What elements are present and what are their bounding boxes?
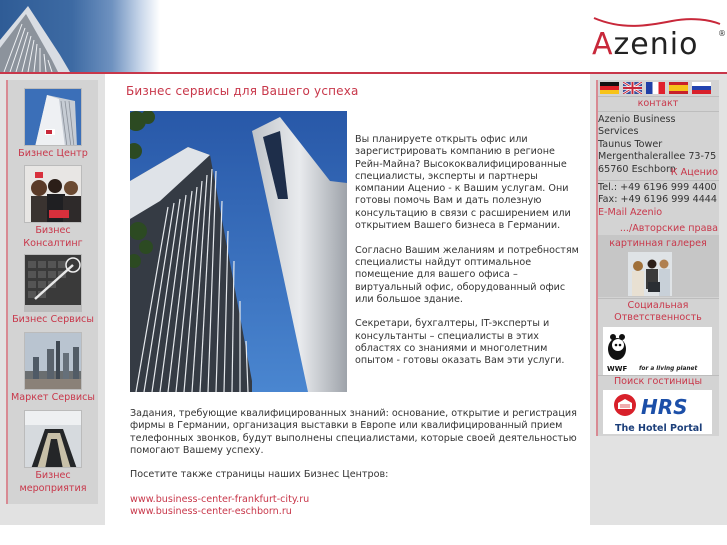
contact-heading-link[interactable]: контакт (637, 98, 679, 109)
fax-number: Fax: +49 6196 999 4444 (598, 194, 718, 206)
consulting-team-photo-icon (24, 165, 82, 223)
phone-block (598, 182, 718, 219)
hrs-banner[interactable] (603, 390, 712, 434)
link-eschborn[interactable]: www.business-center-eschborn.ru (130, 506, 292, 518)
french-flag-icon[interactable] (646, 82, 665, 94)
nav-item-business-consulting[interactable] (8, 165, 98, 250)
about-divider (598, 180, 719, 181)
nav-item-business-center[interactable] (8, 88, 98, 161)
nav-label: Бизнес Сервисы (12, 314, 94, 325)
address-city: 65760 Eschborn (598, 163, 676, 175)
uk-flag-icon[interactable] (623, 82, 642, 94)
link-frankfurt-city[interactable]: www.business-center-frankfurt-city.ru (130, 494, 310, 506)
nav-label: Бизнес Консалтинг (23, 225, 83, 249)
wwf-text: WWF (607, 365, 628, 373)
business-center-links (130, 494, 580, 519)
city-skyline-photo-icon (24, 332, 82, 390)
visit-text: Посетите также страницы наших Бизнес Центров: (130, 469, 389, 481)
nav-item-market-services[interactable] (8, 332, 98, 405)
phone-number: Tel.: +49 6196 999 4400 (598, 182, 717, 193)
intro-paragraph: Вы планируете открыть офис или зарегистрировать компанию в регионе Рейн-Майна? Высококвалифицированные специалисты, эксперты и партнеры компании Аценио - к Вашим услугам. Они готовы помочь Вам и дать полезную консультацию в связи с расширением или открытием Вашего бизнеса в Германии. (355, 134, 571, 232)
company-name: Azenio Business Services (598, 114, 676, 138)
header-tower-photo (0, 0, 160, 72)
hotel-search-link[interactable]: Поиск гостиницы (613, 376, 703, 387)
gallery-photo[interactable] (628, 252, 672, 296)
spanish-flag-icon[interactable] (669, 82, 688, 94)
nav-label: Бизнес мероприятия (19, 470, 87, 494)
nav-label: Бизнес Центр (18, 148, 88, 159)
skyscrapers-photo (130, 111, 347, 392)
hrs-logo-icon (603, 390, 712, 434)
contact-divider (598, 111, 719, 112)
german-flag-icon[interactable] (600, 82, 619, 94)
staff-paragraph: Секретари, бухгалтеры, IT-эксперты и консультанты – специалисты в этих областях со знаниями и многолетним опытом - готовы оказать Вам эти услуги. (355, 318, 565, 367)
nav-label: Маркет Сервисы (10, 392, 95, 403)
keyboard-glasses-photo-icon (24, 254, 82, 312)
hrs-text: HRS (641, 395, 688, 419)
language-flags (600, 82, 718, 96)
page-title: Бизнес сервисы для Вашего успеха (126, 84, 359, 98)
social-label-line1: Социальная (627, 300, 689, 311)
intro-text (355, 134, 580, 380)
logo-letters: zenio (613, 27, 699, 62)
nav-item-business-services[interactable] (8, 254, 98, 327)
registered-mark: ® (718, 29, 726, 38)
social-divider (598, 298, 719, 299)
wwf-banner[interactable] (603, 327, 712, 375)
conference-room-photo-icon (24, 410, 82, 468)
left-sidebar-nav (6, 80, 98, 504)
social-responsibility-link[interactable] (598, 300, 718, 325)
hrs-slogan: The Hotel Portal (615, 423, 703, 434)
about-azenio-link[interactable]: К Аценио (670, 167, 718, 178)
tasks-paragraph: Задания, требующие квалифицированных знаний: основание, открытие и регистрация фирмы в Германии, организация выставки в Европе или квалифицированный прием телефонных звонков, будут выполнены специалистами, которые своей деятельностью помогают Вашему успеху. (130, 408, 577, 456)
social-label-line2: Ответственность (614, 312, 702, 324)
russian-flag-icon[interactable] (692, 82, 711, 94)
address-street: Mergenthalerallee 73-75 (598, 151, 717, 163)
flags-divider (598, 96, 719, 97)
nav-item-business-events[interactable] (8, 410, 98, 495)
logo-wordmark (592, 28, 698, 62)
address-building: Taunus Tower (598, 138, 663, 150)
wwf-panda-icon (603, 327, 712, 375)
main-bottom-text (130, 408, 580, 519)
email-link[interactable]: E-Mail Azenio (598, 206, 663, 218)
wwf-slogan: for a living planet (639, 366, 698, 372)
office-paragraph: Согласно Вашим желаниям и потребностям специалисты найдут оптимальное помещение для вашего офиса – виртуальный офис, оборудованный офис или большое здание. (355, 244, 579, 305)
header (0, 0, 727, 72)
gallery-link[interactable]: картинная галерея (609, 238, 707, 249)
copyright-link[interactable]: .../Авторские права (619, 223, 718, 234)
logo-letter-a: A (592, 27, 614, 62)
office-tower-photo-icon (24, 88, 82, 146)
azenio-logo[interactable] (590, 14, 727, 62)
